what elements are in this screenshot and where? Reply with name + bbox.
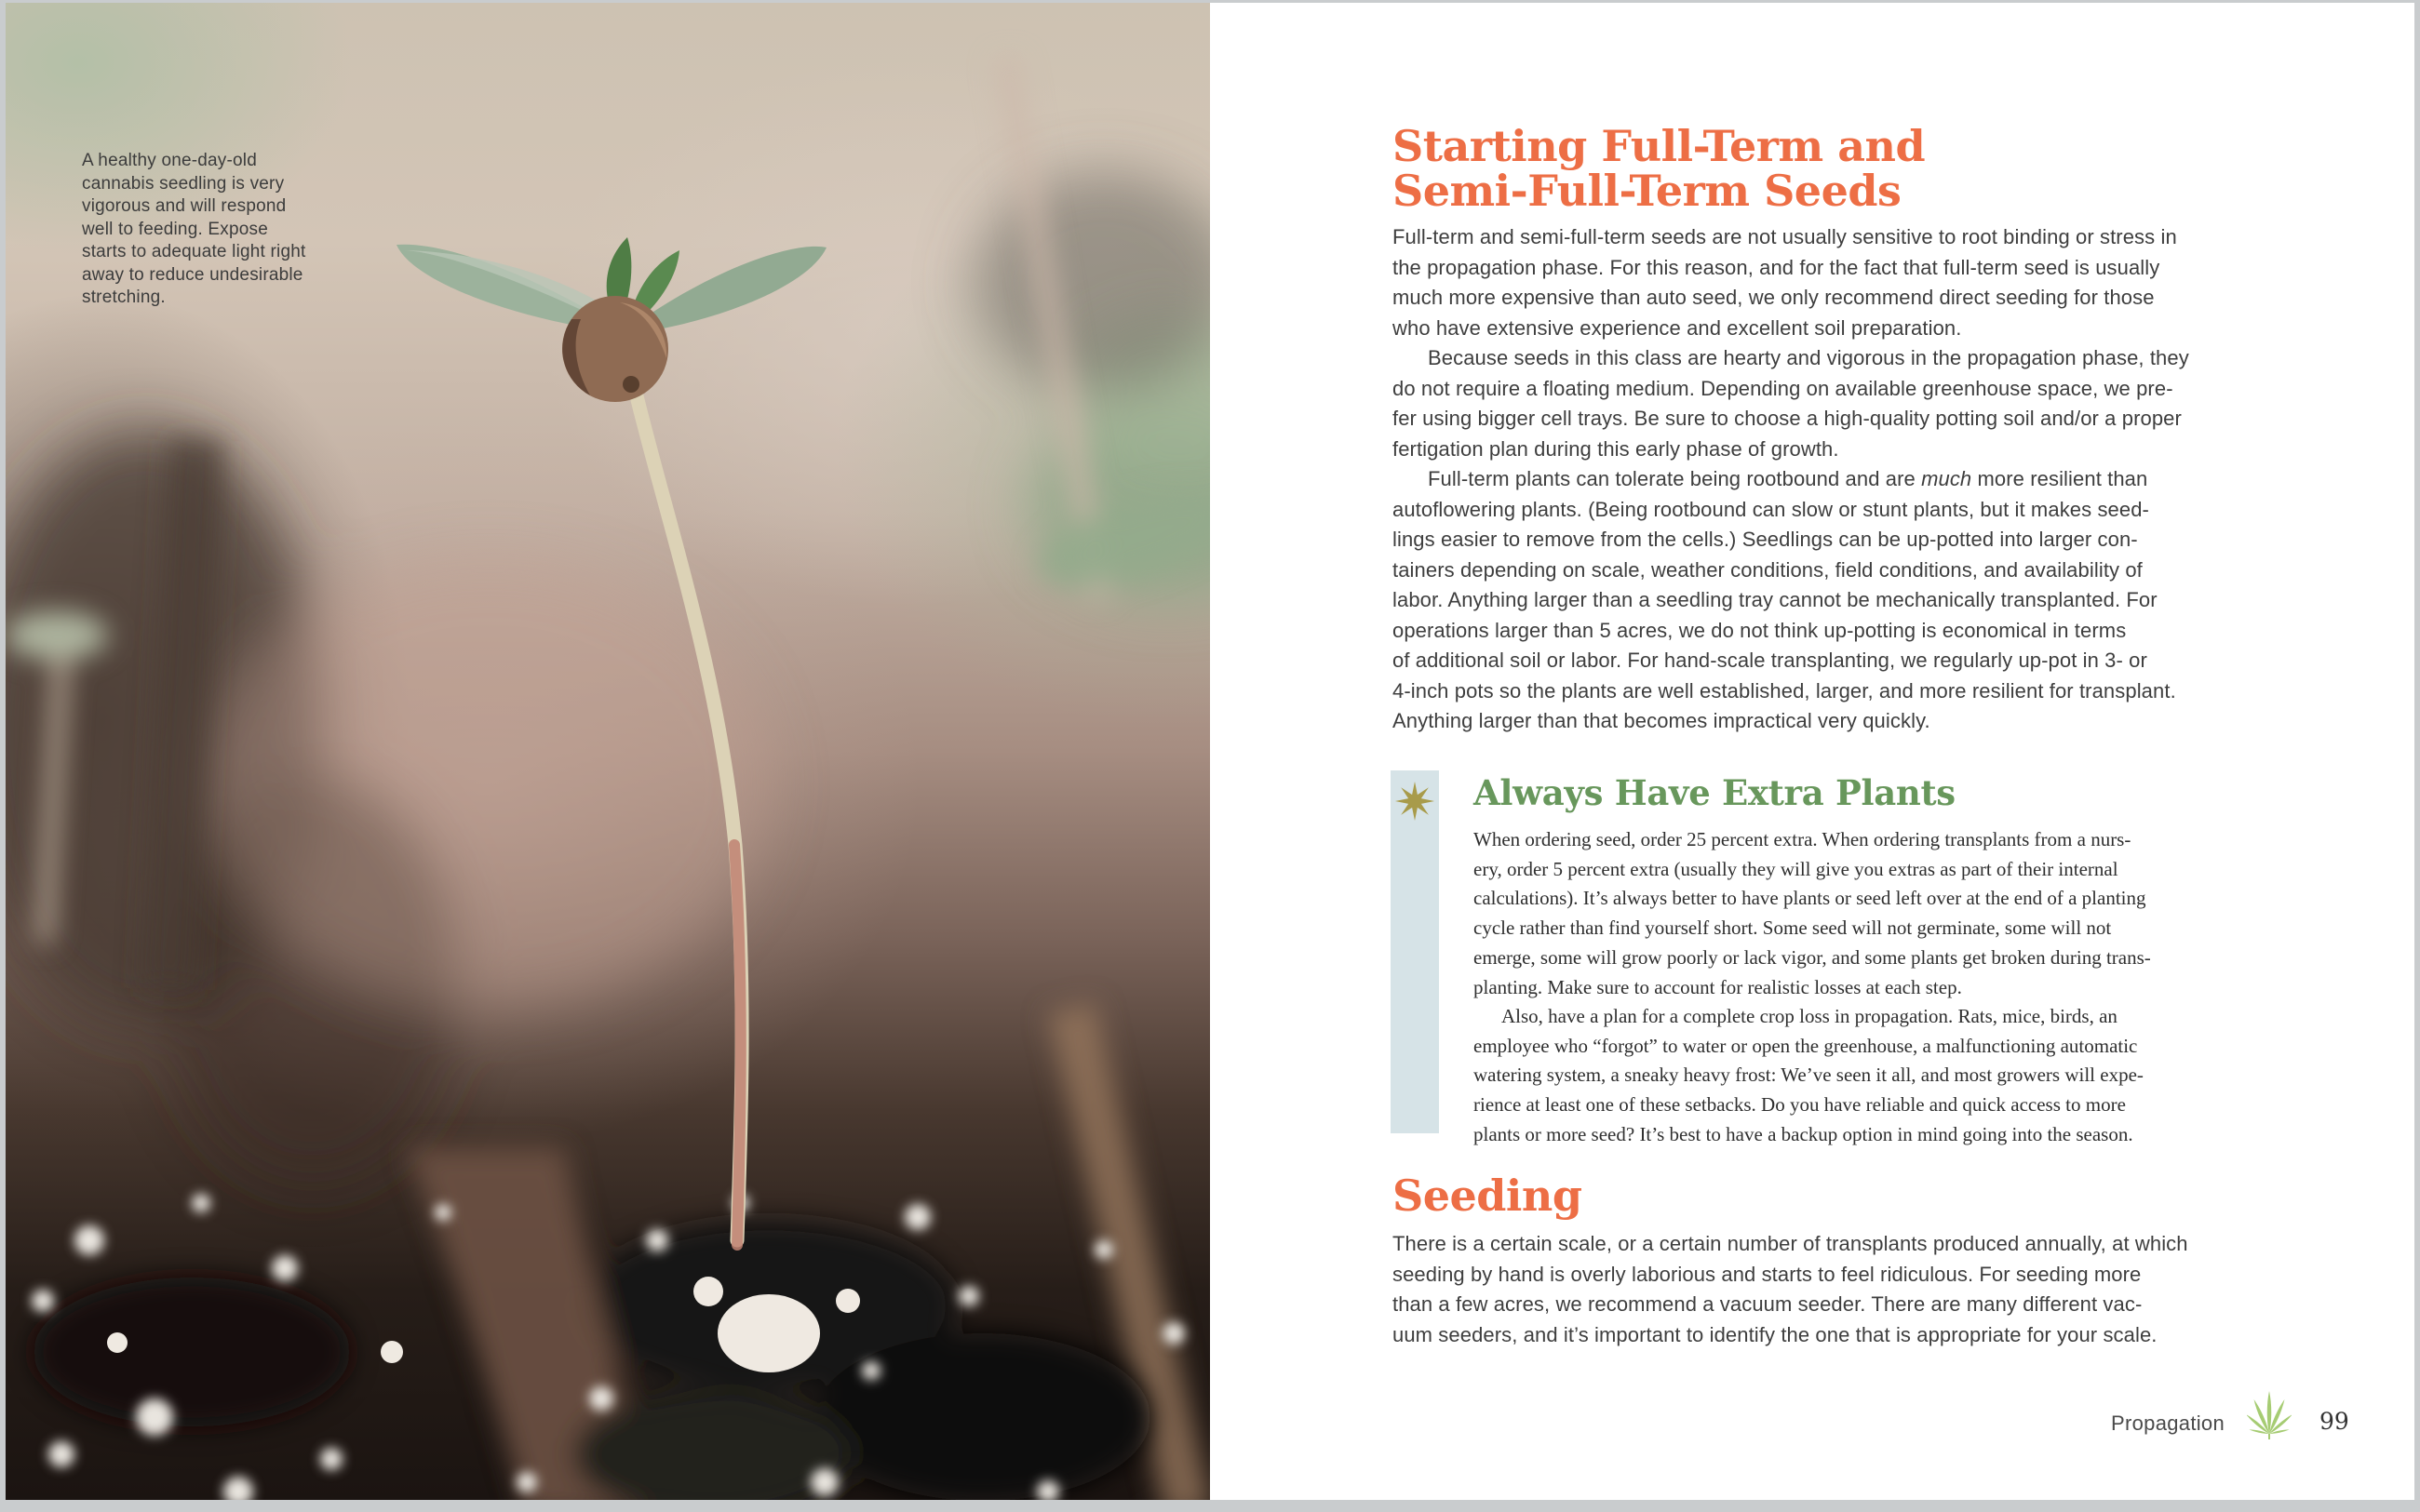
text-page [1210, 3, 2414, 1500]
cannabis-leaf-icon [2247, 1385, 2292, 1441]
section-title-seeding: Seeding [1392, 1171, 1582, 1221]
callout-paragraph-1: When ordering seed, order 25 percent extra. When ordering transplants from a nurs- ery, order 5 percent extra (usually they will give you extras as part of their internal calculations). It’s always better to have plants or seed left over at the end of a planting cycle rather than find yourself short. Some seed will not germinate, some will not emerge, some will grow poorly or lack vigor, and some plants get broken during trans- planting. Make sure to account for realistic losses at each step. [1473, 828, 2151, 998]
star-icon [1394, 781, 1435, 822]
callout-title: Always Have Extra Plants [1473, 772, 1956, 813]
photo-caption: A healthy one-day-old cannabis seedling is very vigorous and will respond well to feeding. Expose starts to adequate light right away to reduce undesirable stretching. [82, 151, 306, 307]
page-number: 99 [2319, 1408, 2349, 1435]
callout-accent-bar [1391, 770, 1439, 1133]
section-title-starting-seeds: Starting Full-Term and Semi-Full-Term Seeds [1392, 121, 1926, 216]
body-paragraph-1: Full-term and semi-full-term seeds are not usually sensitive to root binding or stress in the propagation phase. For this reason, and for the fact that full-term seed is usually much more expensive than auto seed, we only recommend direct seeding for those who have extensive experience and excellent soil preparation. [1392, 225, 2177, 340]
body-paragraph-3: Full-term plants can tolerate being rootbound and are much more resilient than autoflowering plants. (Being rootbound can slow or stunt plants, but it makes seed- lings easier to remove from the cells.) Seedlings can be up-potted into larger con- tainers depending on scale, weather conditions, field conditions, and availability of labor. Anything larger than a seedling tray cannot be mechanically transplanted. For operations larger than 5 acres, we do not think up-potting is economical in terms of additional soil or labor. For hand-scale transplanting, we regularly up-pot in 3- or 4-inch pots so the plants are well established, larger, and more resilient for transplant. Anything larger than that becomes impractical very quickly. [1392, 467, 2176, 732]
book-spread [6, 3, 2414, 1500]
body-paragraph-seeding: There is a certain scale, or a certain number of transplants produced annually, at which seeding by hand is overly laborious and starts to feel ridiculous. For seeding more than a few acres, we recommend a vacuum seeder. There are many different vac- uum seeders, and it’s important to identify the one that is appropriate for your scale. [1392, 1232, 2188, 1346]
callout-paragraph-2: Also, have a plan for a complete crop loss in propagation. Rats, mice, birds, an employee who “forgot” to water or open the greenhouse, a malfunctioning automatic watering system, a sneaky heavy frost: We’ve seen it all, and most growers will expe- rience at least one of these setbacks. Do you have reliable and quick access to more plants or more seed? It’s best to have a backup option in mind going into the season. [1473, 1005, 2144, 1145]
seedling-photo [6, 3, 1210, 1500]
body-paragraph-2: Because seeds in this class are hearty and vigorous in the propagation phase, they do not require a floating medium. Depending on available greenhouse space, we pre- fer using bigger cell trays. Be sure to choose a high-quality potting soil and/or a proper fertigation plan during this early phase of growth. [1392, 346, 2189, 461]
footer-chapter-label: Propagation [2111, 1412, 2225, 1435]
